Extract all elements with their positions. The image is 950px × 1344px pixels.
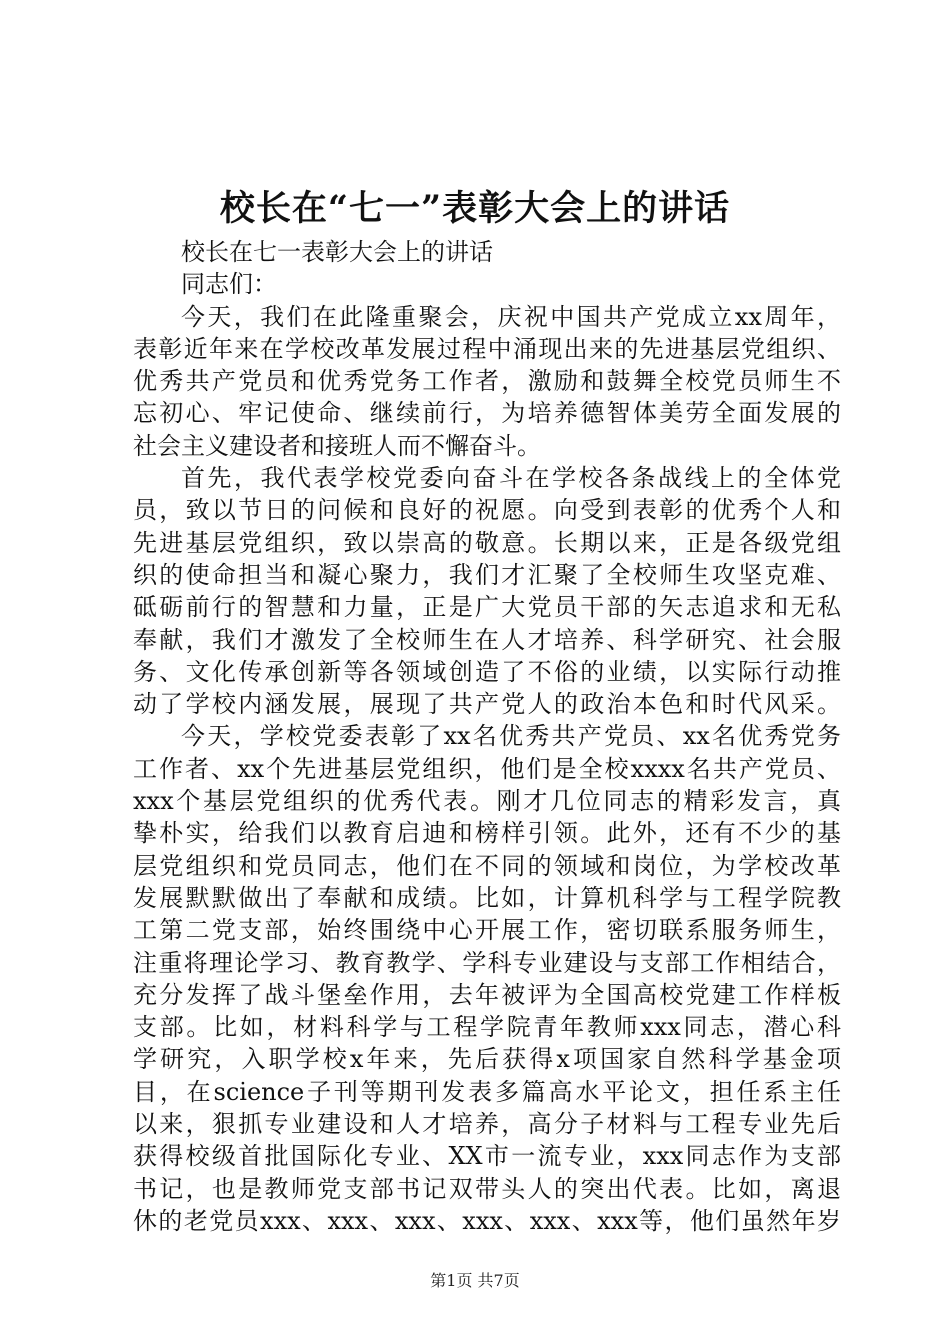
text-line: 层党组织和党员同志，他们在不同的领域和岗位，为学校改革 [133, 851, 841, 880]
text-line: 注重将理论学习、教育教学、学科专业建设与支部工作相结合， [133, 948, 841, 977]
text-line: 织的使命担当和凝心聚力，我们才汇聚了全校师生攻坚克难、 [133, 560, 841, 589]
text-line: 首先，我代表学校党委向奋斗在学校各条战线上的全体党 [181, 464, 841, 493]
text-line: 今天，我们在此隆重聚会，庆祝中国共产党成立xx周年， [181, 302, 841, 331]
text-line: 奉献，我们才激发了全校师生在人才培养、科学研究、社会服 [133, 625, 841, 654]
text-line: 以来，狠抓专业建设和人才培养，高分子材料与工程专业先后 [133, 1110, 841, 1139]
text-line: 支部。比如，材料科学与工程学院青年教师xxx同志，潜心科 [133, 1013, 841, 1042]
text-line: 目，在science子刊等期刊发表多篇高水平论文，担任系主任 [133, 1077, 841, 1106]
text-line: 今天，学校党委表彰了xx名优秀共产党员、xx名优秀党务 [181, 722, 841, 751]
text-line: xxx个基层党组织的优秀代表。刚才几位同志的精彩发言，真 [133, 787, 841, 816]
text-line: 校长在七一表彰大会上的讲话 [181, 238, 493, 266]
text-line: 务、文化传承创新等各领域创造了不俗的业绩，以实际行动推 [133, 657, 841, 686]
text-line: 发展默默做出了奉献和成绩。比如，计算机科学与工程学院教 [133, 883, 841, 912]
text-line: 工作者、xx个先进基层党组织，他们是全校xxxx名共产党员、 [133, 754, 841, 783]
text-line: 学研究，入职学校x年来，先后获得x项国家自然科学基金项 [133, 1045, 841, 1074]
text-line: 表彰近年来在学校改革发展过程中涌现出来的先进基层党组织、 [133, 334, 841, 363]
text-line: 忘初心、牢记使命、继续前行，为培养德智体美劳全面发展的 [133, 399, 841, 428]
text-line: 工第二党支部，始终围绕中心开展工作，密切联系服务师生， [133, 916, 841, 945]
text-line: 动了学校内涵发展，展现了共产党人的政治本色和时代风采。 [133, 690, 841, 719]
text-line: 休的老党员xxx、xxx、xxx、xxx、xxx、xxx等，他们虽然年岁 [133, 1206, 841, 1235]
page-footer: 第1页 共7页 [430, 1271, 520, 1290]
text-line: 挚朴实，给我们以教育启迪和榜样引领。此外，还有不少的基 [133, 819, 841, 848]
text-line: 员，致以节日的问候和良好的祝愿。向受到表彰的优秀个人和 [133, 496, 841, 525]
text-line: 获得校级首批国际化专业、XX市一流专业，xxx同志作为支部 [133, 1142, 841, 1171]
text-line: 砥砺前行的智慧和力量，正是广大党员干部的矢志追求和无私 [133, 593, 841, 622]
text-line: 优秀共产党员和优秀党务工作者，激励和鼓舞全校党员师生不 [133, 367, 841, 396]
document-title: 校长在“七一”表彰大会上的讲话 [219, 188, 731, 229]
text-line: 社会主义建设者和接班人而不懈奋斗。 [133, 431, 541, 460]
text-line: 书记，也是教师党支部书记双带头人的突出代表。比如，离退 [133, 1174, 841, 1203]
text-line: 同志们： [181, 270, 277, 299]
text-line: 充分发挥了战斗堡垒作用，去年被评为全国高校党建工作样板 [133, 980, 841, 1009]
text-line: 先进基层党组织，致以崇高的敬意。长期以来，正是各级党组 [133, 528, 841, 557]
document-body [133, 236, 841, 1237]
